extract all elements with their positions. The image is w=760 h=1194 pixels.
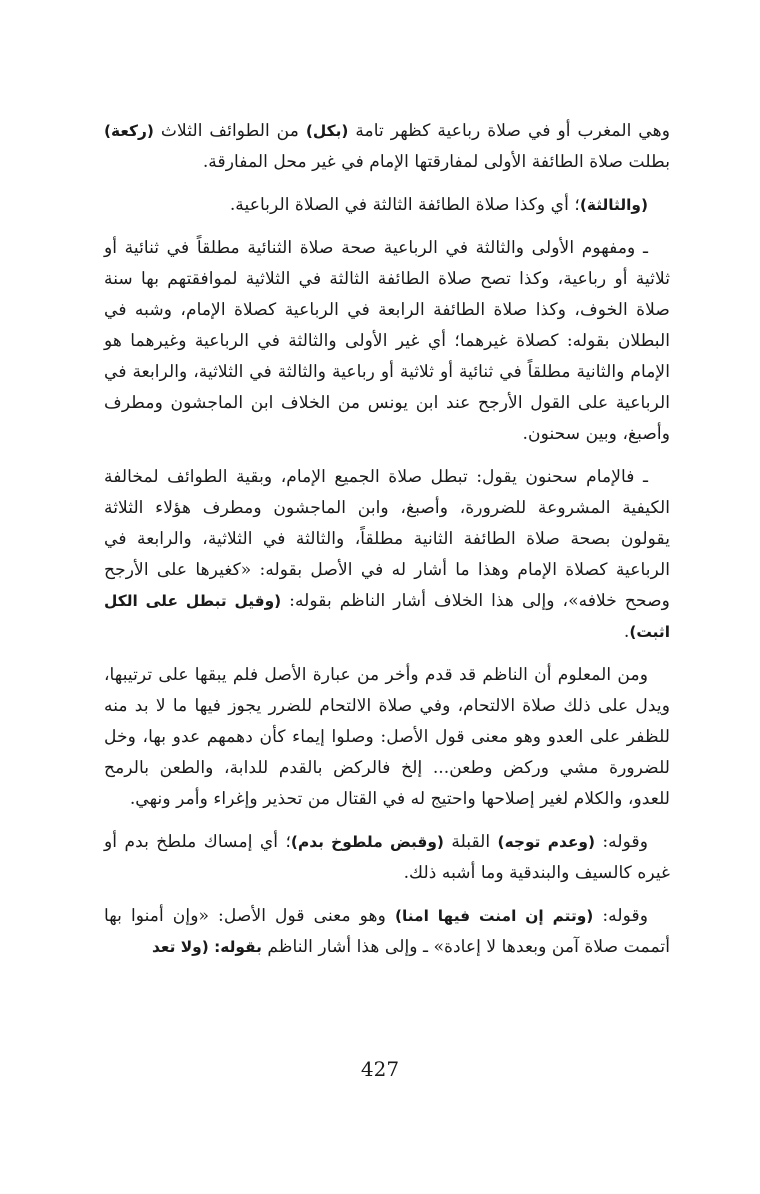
text-segment: وهو معنى قول الأصل: «وإن أمنوا بها أتممت صلاة آمن وبعدها لا إعادة» ـ وإلى هذا أشار الناظم [104, 906, 670, 957]
page-number: 427 [360, 1057, 400, 1081]
bold-term: (بكل) [305, 122, 349, 140]
text-segment: ومن المعلوم أن الناظم قد قدم وأخر من عبارة الأصل فلم يبقها على ترتيبها، ويدل على ذلك صلاة الالتحام، وفي صلاة الالتحام للضرر يجوز فيها ما لا بد منه للظفر على العدو وهو معنى قول الأصل: وصلوا إيماء كأن دهمهم عدو بها، وخل للضرورة مشي وركض وطعن... إلخ فالركض بالقدم للدابة، والطعن بالرمح للعدو، والكلام لغير إصلاحها واحتيج له في القتال من تحذير وإغراء وأمر ونهي. [104, 665, 670, 809]
paragraph-7 [104, 901, 670, 963]
text-segment: ـ فالإمام سحنون يقول: تبطل صلاة الجميع الإمام، وبقية الطوائف لمخالفة الكيفية المشروعة للضرورة، وأصبغ، وابن الماجشون ومطرف هؤلاء الثلاثة يقولون بصحة صلاة الطائفة الثانية مطلقاً، والثالثة في الثلاثية، والرابعة في الرباعية كصلاة الإمام وهذا ما أشار له في الأصل بقوله: «كغيرها على الأرجح وصحح خلافه»، وإلى هذا الخلاف أشار الناظم بقوله: [104, 467, 670, 611]
bold-term: (والثالثة) [579, 196, 648, 214]
text-segment: من الطوائف الثلاث [153, 121, 306, 141]
bold-term: (وتتم إن امنت فيها امنا) [394, 907, 594, 925]
paragraph-4 [104, 462, 670, 648]
bold-term: (وقيل تبطل على الكل اثبت) [104, 592, 670, 641]
text-segment: بطلت صلاة الطائفة الأولى لمفارقتها الإمام في غير محل المفارقة. [202, 152, 670, 172]
text-segment: ـ ومفهوم الأولى والثالثة في الرباعية صحة صلاة الثنائية مطلقاً في ثنائية أو ثلاثية أو رباعية، وكذا تصح صلاة الطائفة الثالثة في الثلاثية لموافقتهم بها سنة صلاة الخوف، وكذا صلاة الطائفة الرابعة في الرباعية كصلاة الإمام، وشبه في البطلان بقوله: كصلاة غيرهما؛ أي غير الأولى والثالثة في الرباعية وغيرهما هو الإمام والثانية مطلقاً في ثنائية أو ثلاثية أو رباعية والثالثة في الثلاثية، والرابعة في الرباعية على القول الأرجح عند ابن يونس من الخلاف ابن الماجشون ومطرف وأصبغ، وبين سحنون. [104, 238, 670, 444]
text-segment: . [623, 622, 630, 642]
text-segment: القبلة [443, 832, 498, 852]
text-segment: ؛ أي وكذا صلاة الطائفة الثالثة في الصلاة الرباعية. [229, 195, 580, 215]
paragraph-5 [104, 660, 670, 815]
bold-term: بقوله: (ولا تعد [152, 938, 262, 956]
bold-term: (وقبض ملطوخ بدم) [290, 833, 444, 851]
paragraph-3 [104, 233, 670, 450]
paragraph-1 [104, 116, 670, 178]
text-segment: وقوله: [594, 832, 649, 852]
paragraph-6 [104, 827, 670, 889]
page-body [104, 116, 670, 963]
text-segment: ؛ أي إمساك ملطخ بدم أو غيره كالسيف والبندقية وما أشبه ذلك. [104, 832, 670, 883]
bold-term: (ركعة) [104, 122, 154, 140]
paragraph-2 [104, 190, 670, 221]
text-segment: وهي المغرب أو في صلاة رباعية كظهر تامة [348, 121, 670, 141]
bold-term: (وعدم توجه) [497, 833, 595, 851]
text-segment: وقوله: [593, 906, 649, 926]
